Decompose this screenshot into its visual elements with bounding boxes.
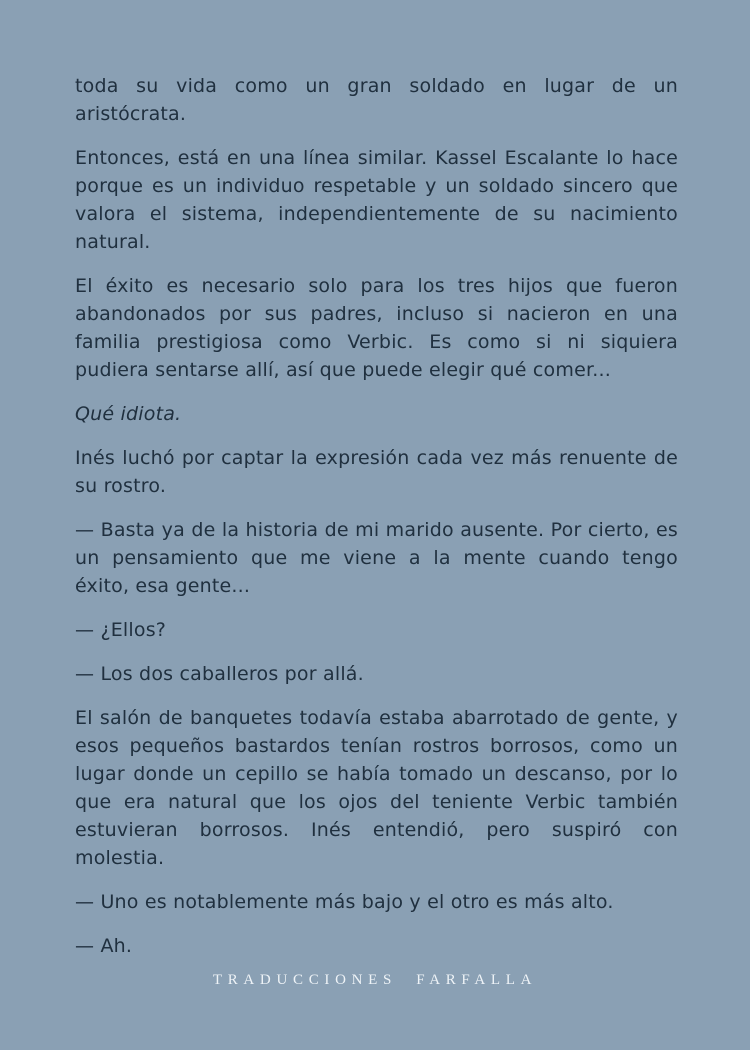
paragraph: — Ah. xyxy=(75,935,133,957)
paragraph: toda su vida como un gran soldado en lugar de un aristócrata. xyxy=(75,75,678,125)
paragraph: El éxito es necesario solo para los tres hijos que fueron abandonados por sus padres, incluso si nacieron en una familia prestigiosa como Verbic. Es como si ni siquiera pudiera sentarse allí, así que puede elegir qué comer... xyxy=(75,275,678,381)
paragraph: El salón de banquetes todavía estaba abarrotado de gente, y esos pequeños bastardos tenían rostros borrosos, como un lugar donde un cepillo se había tomado un descanso, por lo que era natural que los ojos del teniente Verbic también estuvieran borrosos. Inés entendió, pero suspiró con molestia. xyxy=(75,707,678,869)
paragraphs xyxy=(75,72,678,960)
paragraph: — Uno es notablemente más bajo y el otro es más alto. xyxy=(75,891,614,913)
paragraph-italic: Qué idiota. xyxy=(75,403,182,425)
paragraph: — Basta ya de la historia de mi marido ausente. Por cierto, es un pensamiento que me viene a la mente cuando tengo éxito, esa gente... xyxy=(75,519,678,597)
paragraph: Entonces, está en una línea similar. Kassel Escalante lo hace porque es un individuo respetable y un soldado sincero que valora el sistema, independientemente de su nacimiento natural. xyxy=(75,147,678,253)
translator-credit: TRADUCCIONES FARFALLA xyxy=(212,972,538,988)
paragraph: Inés luchó por captar la expresión cada vez más renuente de su rostro. xyxy=(75,447,678,497)
paragraph: — Los dos caballeros por allá. xyxy=(75,663,364,685)
paragraph: — ¿Ellos? xyxy=(75,619,167,641)
